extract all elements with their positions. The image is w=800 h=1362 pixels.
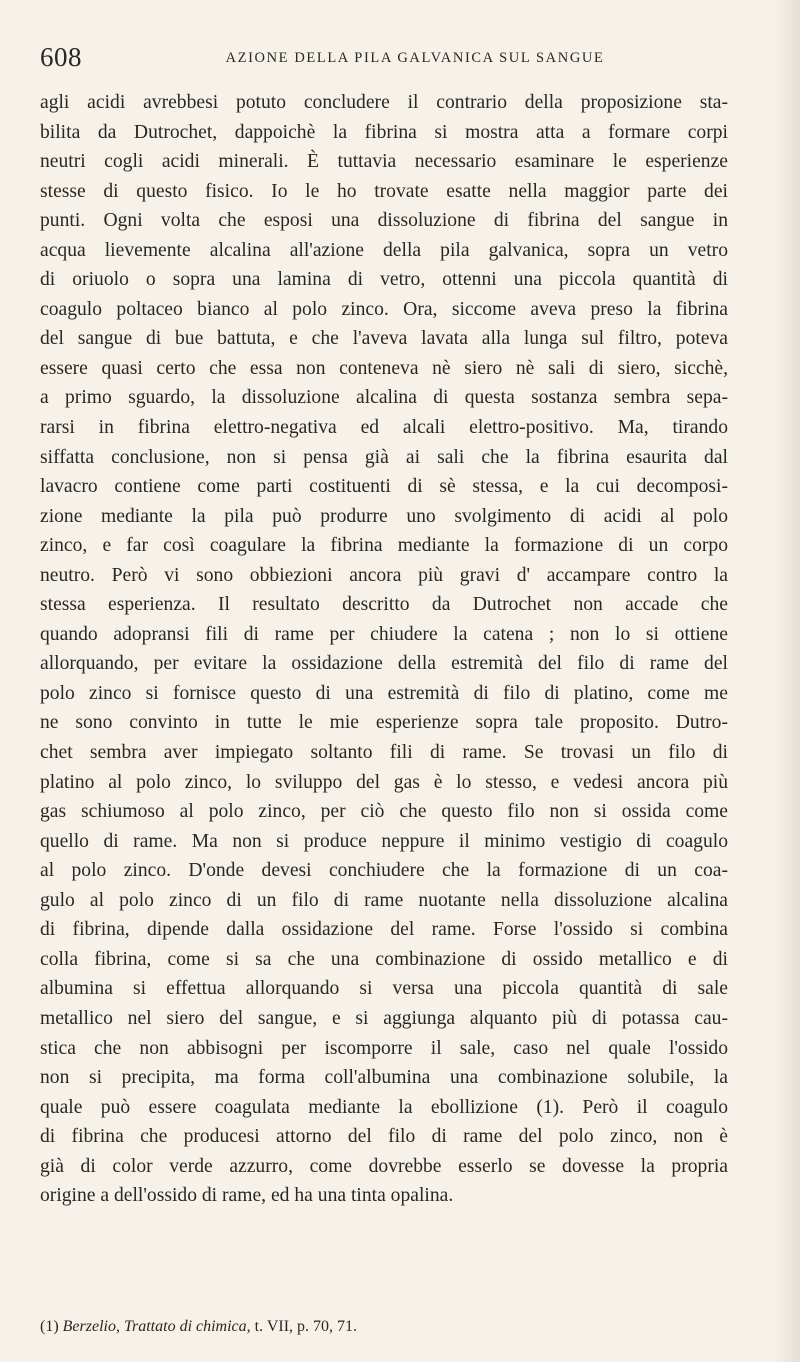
text-line: di oriuolo o sopra una lamina di vetro, ottenni una piccola quantità di [40, 269, 728, 291]
page-header [40, 42, 720, 76]
text-line: rarsi in fibrina elettro-negativa ed alcali elettro-positivo. Ma, tirando [40, 417, 728, 439]
text-line: quando adopransi fili di rame per chiudere la catena ; non lo si ottiene [40, 623, 728, 645]
text-line: già di color verde azzurro, come dovrebbe esserlo se dovesse la propria [40, 1155, 728, 1177]
text-line: coagulo poltaceo bianco al polo zinco. Ora, siccome aveva preso la fibrina [40, 298, 728, 320]
footnote [40, 1318, 728, 1336]
text-line: albumina si effettua allorquando si versa una piccola quantità di sale [40, 978, 728, 1000]
text-line: acqua lievemente alcalina all'azione della pila galvanica, sopra un vetro [40, 239, 728, 261]
text-line: lavacro contiene come parti costituenti di sè stessa, e la cui decomposi- [40, 476, 728, 498]
text-line: siffatta conclusione, non si pensa già ai sali che la fibrina esaurita dal [40, 446, 728, 468]
running-head: AZIONE DELLA PILA GALVANICA SUL SANGUE [225, 50, 605, 66]
text-line: colla fibrina, come si sa che una combinazione di ossido metallico e di [40, 948, 728, 970]
footnote-pages: p. 70, 71. [297, 1318, 358, 1335]
text-line: gas schiumoso al polo zinco, per ciò che questo filo non si ossida come [40, 801, 728, 823]
footnote-marker: (1) [40, 1318, 59, 1335]
text-line: punti. Ogni volta che esposi una dissoluzione di fibrina del sangue in [40, 210, 728, 232]
text-line: platino al polo zinco, lo sviluppo del gas è lo stesso, e vedesi ancora più [40, 771, 728, 793]
text-line: quello di rame. Ma non si produce neppure il minimo vestigio di coagulo [40, 830, 728, 852]
text-line: stica che non abbisogni per iscomporre il sale, caso nel quale l'ossido [40, 1037, 728, 1059]
text-line: ne sono convinto in tutte le mie esperienze sopra tale proposito. Dutro- [40, 712, 728, 734]
text-line: neutro. Però vi sono obbiezioni ancora più gravi d' accampare contro la [40, 564, 728, 586]
text-line: zione mediante la pila può produrre uno svolgimento di acidi al polo [40, 505, 728, 527]
text-line: neutri cogli acidi minerali. È tuttavia necessario esaminare le esperienze [40, 151, 728, 173]
page-number: 608 [40, 42, 82, 72]
text-line: del sangue di bue battuta, e che l'aveva lavata alla lunga sul filtro, poteva [40, 328, 728, 350]
text-line: origine a dell'ossido di rame, ed ha una tinta opalina. [40, 1185, 454, 1207]
text-line: a primo sguardo, la dissoluzione alcalina di questa sostanza sembra sepa- [40, 387, 728, 409]
text-line: di fibrina, dipende dalla ossidazione del rame. Forse l'ossido si combina [40, 919, 728, 941]
text-line: zinco, e far così coagulare la fibrina mediante la formazione di un corpo [40, 535, 728, 557]
footnote-work: Trattato di chimica, [123, 1318, 251, 1335]
text-line: al polo zinco. D'onde devesi conchiudere che la formazione di un coa- [40, 860, 728, 882]
text-line: agli acidi avrebbesi potuto concludere il contrario della proposizione sta- [40, 92, 728, 113]
text-line: stessa esperienza. Il resultato descritto da Dutrochet non accade che [40, 594, 728, 616]
text-line: chet sembra aver impiegato soltanto fili di rame. Se trovasi un filo di [40, 742, 728, 764]
text-line: bilita da Dutrochet, dappoichè la fibrina si mostra atta a formare corpi [40, 121, 728, 143]
text-line: allorquando, per evitare la ossidazione della estremità del filo di rame del [40, 653, 728, 675]
page-edge-shadow [774, 0, 800, 1362]
text-line: gulo al polo zinco di un filo di rame nuotante nella dissoluzione alcalina [40, 889, 728, 911]
text-line: polo zinco si fornisce questo di una estremità di filo di platino, come me [40, 682, 728, 704]
text-line: stesse di questo fisico. Io le ho trovate esatte nella maggior parte dei [40, 180, 728, 202]
text-line: non si precipita, ma forma coll'albumina una combinazione solubile, la [40, 1067, 728, 1089]
text-line: di fibrina che producesi attorno del filo di rame del polo zinco, non è [40, 1126, 728, 1148]
body-text [40, 88, 728, 1211]
footnote-author: Berzelio, [62, 1318, 120, 1335]
text-line: essere quasi certo che essa non conteneva nè siero nè sali di siero, sicchè, [40, 357, 728, 379]
text-line: quale può essere coagulata mediante la ebollizione (1). Però il coagulo [40, 1096, 728, 1118]
footnote-tome: t. VII, [254, 1318, 294, 1335]
text-line: metallico nel siero del sangue, e si aggiunga alquanto più di potassa cau- [40, 1007, 728, 1029]
